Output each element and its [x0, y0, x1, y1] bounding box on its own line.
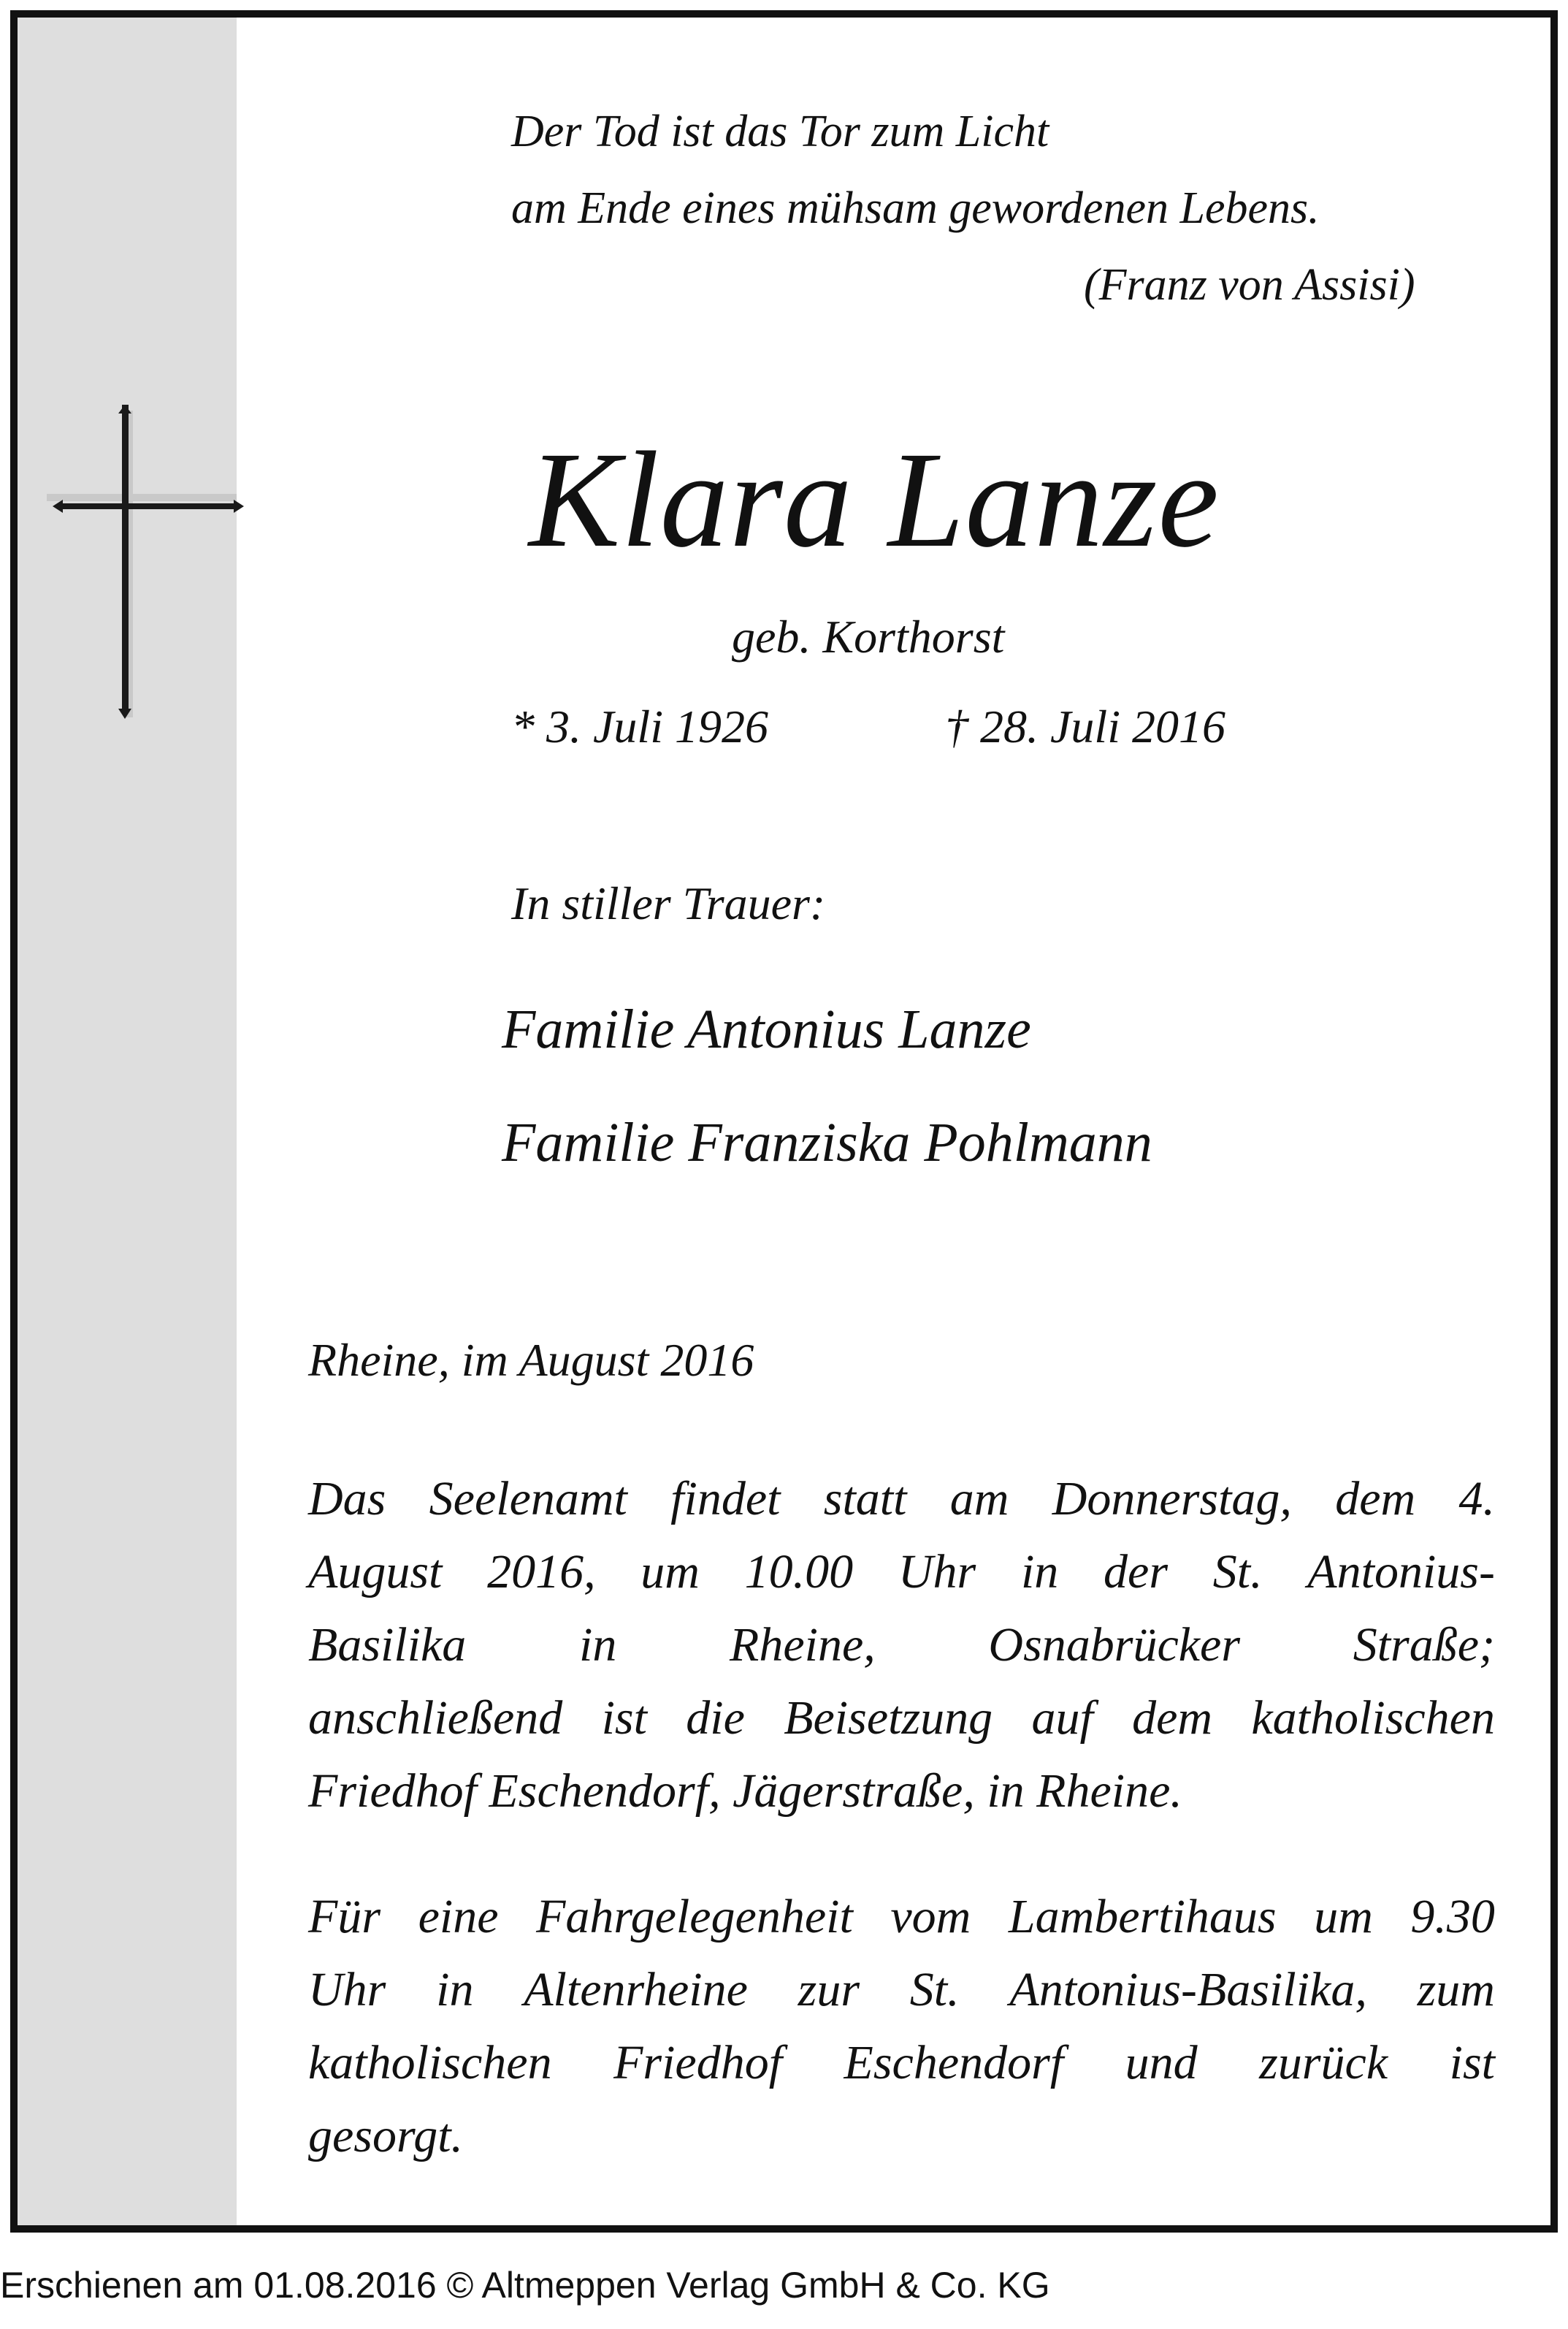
word: St. — [909, 1963, 960, 2016]
word: Osnabrücker — [988, 1618, 1241, 1672]
quote-line-2: am Ende eines mühsam gewordenen Lebens. — [511, 183, 1320, 233]
word: Friedhof — [613, 2036, 783, 2089]
word: in — [578, 1618, 617, 1672]
side-band — [18, 18, 237, 2225]
word: Eschendorf — [844, 2036, 1064, 2089]
line-text: gesorgt. — [308, 2109, 464, 2162]
transport-line-1 — [308, 1880, 1495, 1953]
word: in — [436, 1963, 474, 2016]
word: 9.30 — [1410, 1890, 1495, 1943]
word: 4. — [1458, 1472, 1495, 1525]
service-paragraph — [308, 1463, 1495, 1828]
word: statt — [823, 1472, 907, 1525]
word: dem — [1132, 1691, 1213, 1745]
word: 10.00 — [744, 1545, 854, 1598]
death-date: † 28. Juli 2016 — [945, 701, 1225, 752]
service-line-3 — [308, 1609, 1495, 1682]
word: Uhr — [898, 1545, 976, 1598]
word: Fahrgelegenheit — [536, 1890, 853, 1943]
word: Altenrheine — [524, 1963, 748, 2016]
word: in — [1020, 1545, 1059, 1598]
word: anschließend — [308, 1691, 563, 1745]
word: Beisetzung — [784, 1691, 993, 1745]
word: St. — [1212, 1545, 1263, 1598]
word: am — [949, 1472, 1009, 1525]
word: eine — [418, 1890, 499, 1943]
line-text: Friedhof Eschendorf, Jägerstraße, in Rheine. — [308, 1764, 1182, 1818]
word: Das — [308, 1472, 386, 1525]
word: findet — [670, 1472, 781, 1525]
word: Für — [308, 1890, 380, 1943]
publication-footer: Erschienen am 01.08.2016 © Altmeppen Verlag GmbH & Co. KG — [0, 2265, 1050, 2306]
word: ist — [1449, 2036, 1495, 2089]
mourner-family-2: Familie Franziska Pohlmann — [502, 1112, 1152, 1173]
word: katholischen — [308, 2036, 552, 2089]
word: Straße; — [1353, 1618, 1495, 1672]
word: Basilika — [308, 1618, 467, 1672]
quote-line-1: Der Tod ist das Tor zum Licht — [511, 107, 1049, 156]
transport-line-2 — [308, 1953, 1495, 2027]
word: dem — [1335, 1472, 1416, 1525]
word: die — [686, 1691, 745, 1745]
service-line-4 — [308, 1682, 1495, 1755]
deceased-name: Klara Lanze — [529, 423, 1220, 576]
word: katholischen — [1251, 1691, 1495, 1745]
word: Antonius- — [1307, 1545, 1495, 1598]
transport-line-3 — [308, 2027, 1495, 2100]
word: um — [640, 1545, 700, 1598]
word: Seelenamt — [429, 1472, 627, 1525]
service-line-5 — [308, 1755, 1495, 1828]
word: Uhr — [308, 1963, 386, 2016]
place-date: Rheine, im August 2016 — [308, 1334, 754, 1386]
service-line-1 — [308, 1463, 1495, 1536]
transport-line-4 — [308, 2100, 1495, 2173]
word: der — [1104, 1545, 1169, 1598]
word: vom — [890, 1890, 971, 1943]
word: Lambertihaus — [1008, 1890, 1277, 1943]
word: auf — [1031, 1691, 1093, 1745]
word: zur — [798, 1963, 860, 2016]
cross-icon — [47, 405, 244, 719]
mourner-family-1: Familie Antonius Lanze — [502, 999, 1031, 1060]
word: und — [1125, 2036, 1198, 2089]
word: zurück — [1259, 2036, 1388, 2089]
word: Rheine, — [730, 1618, 876, 1672]
word: ist — [601, 1691, 647, 1745]
word: Antonius-Basilika, — [1009, 1963, 1367, 2016]
service-line-2 — [308, 1536, 1495, 1609]
quote-author: (Franz von Assisi) — [1084, 260, 1415, 310]
maiden-name: geb. Korthorst — [732, 611, 1005, 663]
obituary-card — [10, 10, 1558, 2233]
word: 2016, — [487, 1545, 596, 1598]
birth-date: * 3. Juli 1926 — [511, 701, 768, 752]
mourners-heading: In stiller Trauer: — [511, 877, 826, 929]
word: Donnerstag, — [1052, 1472, 1292, 1525]
word: um — [1314, 1890, 1373, 1943]
word: zum — [1417, 1963, 1495, 2016]
word: August — [308, 1545, 443, 1598]
transport-paragraph — [308, 1880, 1495, 2173]
